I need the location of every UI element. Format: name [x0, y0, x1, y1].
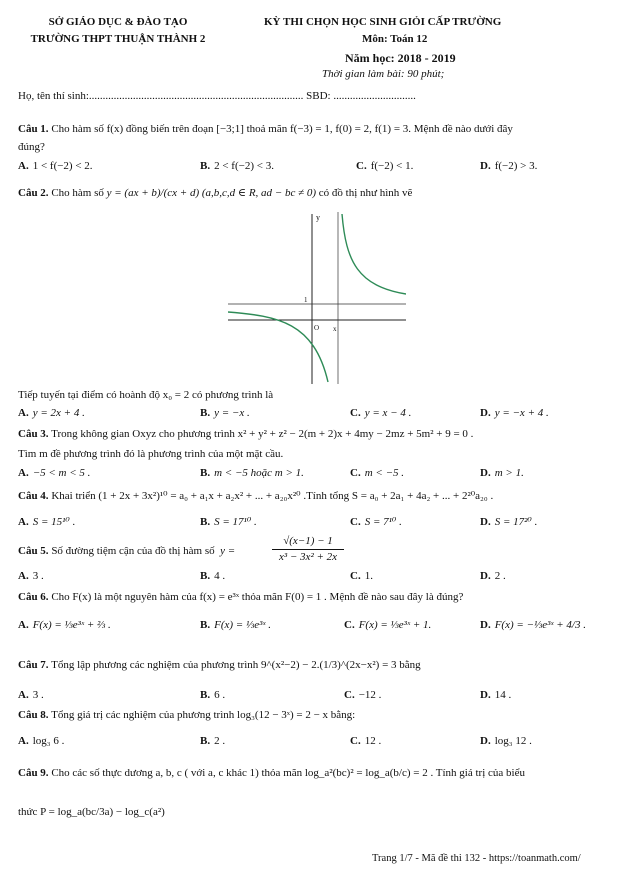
option-text: 1.: [364, 570, 373, 582]
question-text: Số đường tiệm cận của đồ thị hàm số: [51, 545, 215, 557]
question-formula: y = (ax + b)/(cx + d) (a,b,c,d ∈ R, ad − bc ≠ 0): [106, 187, 317, 199]
option-b[interactable]: [200, 619, 271, 633]
exam-time: Thời gian làm bài: 90 phút;: [322, 68, 445, 80]
school-name: TRƯỜNG THPT THUẬN THÀNH 2: [30, 33, 206, 45]
option-label: A.: [18, 735, 29, 747]
question-number: Câu 6.: [18, 591, 49, 603]
option-text: f(−2) > 3.: [494, 160, 538, 172]
formula-numerator: √(x−1) − 1: [272, 535, 344, 550]
option-a[interactable]: [18, 570, 44, 584]
option-label: D.: [480, 407, 491, 419]
question-number: Câu 2.: [18, 187, 49, 199]
option-text: y = x − 4 .: [364, 407, 412, 419]
question-text: Khai triển (1 + 2x + 3x²)¹⁰ = a₀ + a₁x + a₂x² + ... + a₂₀x²⁰ .Tính tổng S = a₀ + 2a₁ + 4a₂ + ... + 2²⁰a₂₀ .: [51, 490, 494, 502]
question-1: [18, 123, 610, 137]
option-label: A.: [18, 689, 29, 701]
option-a[interactable]: [18, 516, 75, 530]
option-text: log₃ 6 .: [32, 735, 65, 747]
question-3: [18, 428, 610, 442]
option-text: S = 17²⁰ .: [494, 516, 538, 528]
question-number: Câu 4.: [18, 490, 49, 502]
option-c[interactable]: [350, 407, 411, 421]
question-text: có đồ thị như hình vẽ: [318, 187, 413, 199]
option-text: S = 15¹⁰ .: [32, 516, 76, 528]
option-text: y = 2x + 4 .: [32, 407, 85, 419]
option-label: B.: [200, 570, 211, 582]
option-d[interactable]: [480, 735, 532, 749]
y-axis-label: y: [316, 213, 320, 222]
option-label: B.: [200, 619, 211, 631]
option-label: C.: [350, 516, 361, 528]
option-c[interactable]: [350, 735, 381, 749]
option-label: D.: [480, 467, 491, 479]
option-label: C.: [350, 467, 361, 479]
one-label: 1: [304, 296, 308, 304]
option-b[interactable]: [200, 570, 225, 584]
option-d[interactable]: [480, 689, 511, 703]
option-b[interactable]: [200, 735, 225, 749]
option-text: m > 1.: [494, 467, 524, 479]
option-text: 14 .: [494, 689, 512, 701]
option-text: 3 .: [32, 570, 44, 582]
question-number: Câu 7.: [18, 659, 49, 671]
question-9-text2: thức P = log_a(bc/3a) − log_c(a²): [18, 806, 165, 818]
question-1-text2: đúng?: [18, 141, 45, 153]
option-d[interactable]: [480, 570, 506, 584]
question-2: [18, 187, 610, 201]
question-9: [18, 767, 610, 781]
option-text: 3 .: [32, 689, 44, 701]
school-year: Năm học: 2018 - 2019: [345, 51, 456, 65]
option-text: 2 .: [494, 570, 506, 582]
option-label: D.: [480, 160, 491, 172]
question-2-text2: Tiếp tuyến tại điểm có hoành độ x₀ = 2 có phương trình là: [18, 389, 274, 401]
option-text: F(x) = ⅓e³ˣ .: [214, 619, 271, 631]
exam-subject: Môn: Toán 12: [362, 33, 428, 45]
question-number: Câu 3.: [18, 428, 49, 440]
option-label: D.: [480, 619, 491, 631]
option-text: m < −5 hoặc m > 1.: [214, 467, 304, 479]
option-label: B.: [200, 516, 211, 528]
question-3-text2: Tìm m đề phương trình đó là phương trình của một mặt cầu.: [18, 448, 284, 460]
option-text: log₃ 12 .: [494, 735, 532, 747]
question-text: Cho F(x) là một nguyên hàm của f(x) = e³ˣ thỏa mãn F(0) = 1 . Mệnh đề nào sau đây là đúng?: [51, 591, 464, 603]
option-c[interactable]: [344, 689, 381, 703]
option-label: A.: [18, 516, 29, 528]
option-b[interactable]: [200, 160, 274, 174]
student-name-line: Họ, tên thí sinh:.............................................................................. SBD: ..............................: [18, 90, 416, 102]
question-6: [18, 591, 610, 605]
question-text: Cho hàm số: [51, 187, 104, 199]
option-label: C.: [344, 619, 355, 631]
option-d[interactable]: [480, 619, 586, 633]
option-b[interactable]: [200, 689, 225, 703]
option-a[interactable]: [18, 735, 64, 749]
question-text: Cho các số thực dương a, b, c ( với a, c khác 1) thỏa mãn log_a²(bc)² = log_a(b/c) = 2 . Tính giá trị của biểu: [51, 767, 525, 779]
option-label: B.: [200, 407, 211, 419]
option-a[interactable]: [18, 160, 93, 174]
question-text: Tổng lập phương các nghiệm của phương trình 9^(x²−2) − 2.(1/3)^(2x−x²) = 3 bằng: [51, 659, 421, 671]
option-c[interactable]: [344, 619, 431, 633]
option-label: C.: [356, 160, 367, 172]
option-text: F(x) = ⅓e³ˣ + 1.: [358, 619, 432, 631]
option-d[interactable]: [480, 407, 549, 421]
option-text: −12 .: [358, 689, 382, 701]
option-label: C.: [350, 735, 361, 747]
option-d[interactable]: [480, 516, 537, 530]
option-text: −5 < m < 5 .: [32, 467, 91, 479]
option-text: m < −5 .: [364, 467, 404, 479]
option-label: A.: [18, 160, 29, 172]
option-d[interactable]: [480, 160, 537, 174]
option-label: A.: [18, 467, 29, 479]
option-text: 6 .: [214, 689, 226, 701]
option-label: A.: [18, 407, 29, 419]
question-4: [18, 490, 610, 504]
option-a[interactable]: [18, 467, 90, 481]
x-axis-label: x: [333, 325, 337, 333]
option-c[interactable]: [350, 467, 404, 481]
option-c[interactable]: [356, 160, 413, 174]
formula-y-eq: y =: [217, 545, 236, 557]
option-c[interactable]: [350, 516, 402, 530]
option-text: 2 .: [214, 735, 226, 747]
question-text: Trong không gian Oxyz cho phương trình x² + y² + z² − 2(m + 2)x + 4my − 2mz + 5m² + 9 = 0 .: [51, 428, 474, 440]
option-text: 1 < f(−2) < 2.: [32, 160, 93, 172]
dept-name: SỞ GIÁO DỤC & ĐÀO TẠO: [48, 16, 188, 28]
option-text: F(x) = ⅓e³ˣ + ⅔ .: [32, 619, 111, 631]
option-text: 4 .: [214, 570, 226, 582]
option-label: C.: [350, 570, 361, 582]
exam-title: KỲ THI CHỌN HỌC SINH GIỎI CẤP TRƯỜNG: [264, 16, 502, 28]
option-text: 12 .: [364, 735, 382, 747]
option-label: A.: [18, 619, 29, 631]
option-c[interactable]: [350, 570, 373, 584]
question-number: Câu 5.: [18, 545, 49, 557]
option-label: D.: [480, 689, 491, 701]
option-label: D.: [480, 516, 491, 528]
option-text: S = 17¹⁰ .: [214, 516, 257, 528]
curve-right-branch: [342, 214, 406, 294]
option-label: B.: [200, 160, 211, 172]
option-text: 2 < f(−2) < 3.: [214, 160, 274, 172]
curve-left-branch: [228, 312, 328, 382]
question-number: Câu 8.: [18, 709, 49, 721]
option-a[interactable]: [18, 407, 85, 421]
option-label: B.: [200, 735, 211, 747]
option-text: F(x) = −⅓e³ˣ + 4/3 .: [494, 619, 586, 631]
option-b[interactable]: [200, 516, 257, 530]
option-text: f(−2) < 1.: [370, 160, 414, 172]
page-footer: Trang 1/7 - Mã đề thi 132 - https://toanmath.com/: [372, 853, 581, 864]
option-label: D.: [480, 570, 491, 582]
question-7: [18, 659, 610, 673]
function-graph: [228, 212, 406, 384]
option-text: y = −x + 4 .: [494, 407, 549, 419]
option-text: y = −x .: [214, 407, 250, 419]
option-label: C.: [344, 689, 355, 701]
option-label: A.: [18, 570, 29, 582]
option-a[interactable]: [18, 619, 111, 633]
origin-label: O: [314, 324, 320, 332]
option-b[interactable]: [200, 467, 304, 481]
option-b[interactable]: [200, 407, 250, 421]
question-number: Câu 9.: [18, 767, 49, 779]
formula-denominator: x³ − 3x² + 2x: [278, 551, 338, 563]
question-text: Cho hàm số f(x) đồng biến trên đoạn [−3;1] thoả mãn f(−3) = 1, f(0) = 2, f(1) = 3. Mệnh đề nào dưới đây: [51, 123, 513, 135]
question-text: Tổng giá trị các nghiệm của phương trình log₃(12 − 3ˣ) = 2 − x bằng:: [51, 709, 356, 721]
option-label: B.: [200, 467, 211, 479]
option-label: D.: [480, 735, 491, 747]
option-label: C.: [350, 407, 361, 419]
option-d[interactable]: [480, 467, 524, 481]
option-text: S = 7¹⁰ .: [364, 516, 402, 528]
option-a[interactable]: [18, 689, 44, 703]
option-label: B.: [200, 689, 211, 701]
question-number: Câu 1.: [18, 123, 49, 135]
question-8: [18, 709, 610, 723]
